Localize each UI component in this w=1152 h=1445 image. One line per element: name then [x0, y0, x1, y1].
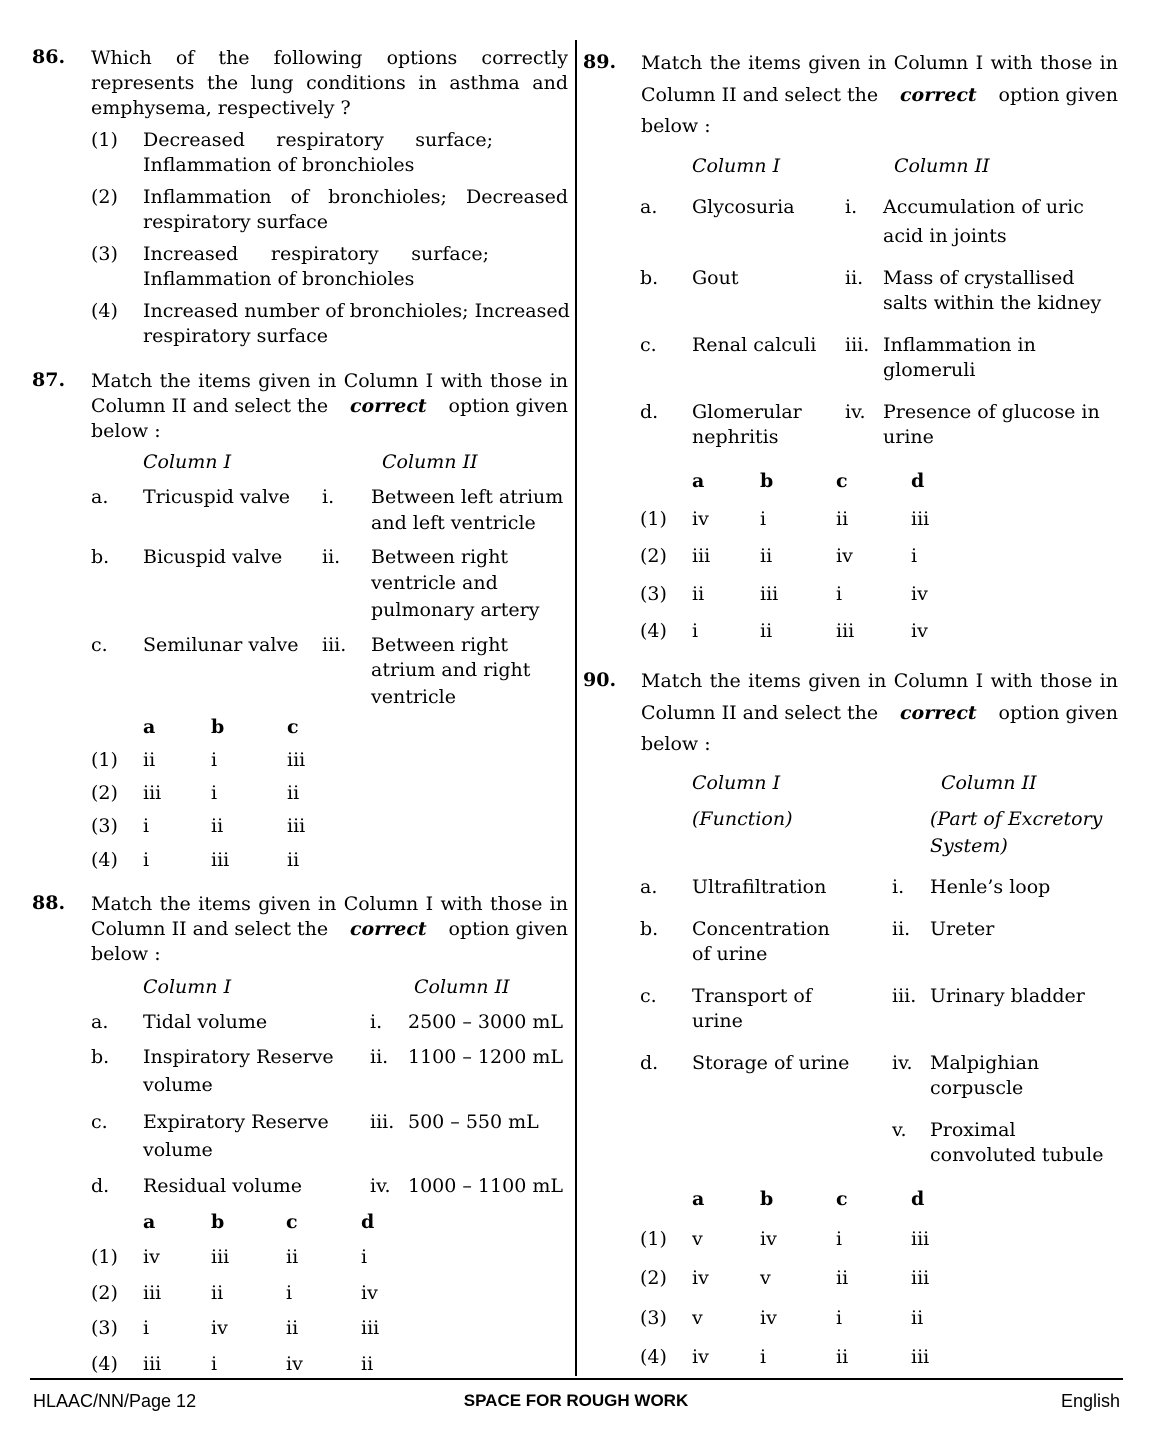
- answer-number: (4): [640, 1346, 667, 1368]
- answer-number: (1): [91, 749, 118, 771]
- row-key: d.: [640, 1052, 659, 1074]
- option-text: Inflammation of bronchioles: [143, 268, 415, 290]
- stem-text: option given: [448, 395, 568, 417]
- stem-emphasis: correct: [899, 702, 977, 724]
- answer-head: b: [211, 1211, 225, 1233]
- row-key: b.: [640, 918, 659, 940]
- stem-emphasis: correct: [349, 918, 427, 940]
- question-stem-line: emphysema, respectively ?: [91, 97, 351, 119]
- option-text: Decreased respiratory surface;: [143, 129, 493, 151]
- answer-head: c: [836, 1188, 848, 1210]
- answer-value: iii: [211, 849, 230, 871]
- row-item: Semilunar valve: [143, 634, 299, 656]
- row-match: glomeruli: [883, 359, 976, 381]
- answer-value: iii: [692, 545, 711, 567]
- row-match: Ureter: [930, 918, 995, 940]
- row-roman: i.: [370, 1011, 383, 1033]
- answer-value: iv: [211, 1317, 228, 1339]
- row-roman: iii.: [892, 985, 917, 1007]
- question-stem-line: Match the items given in Column I with those in: [91, 893, 568, 915]
- option-text: Inflammation of bronchioles; Decreased: [143, 186, 568, 208]
- answer-number: (2): [91, 1282, 118, 1304]
- answer-value: ii: [143, 749, 156, 771]
- row-item: Tricuspid valve: [143, 486, 291, 508]
- answer-value: iii: [143, 782, 162, 804]
- answer-value: iv: [361, 1282, 378, 1304]
- row-roman: iv.: [370, 1175, 391, 1197]
- stem-text: Column II and select the: [91, 395, 329, 417]
- option-text: Increased respiratory surface;: [143, 243, 489, 265]
- answer-value: i: [211, 1353, 218, 1375]
- row-roman: ii.: [322, 546, 341, 568]
- column-heading: Column II: [894, 155, 990, 177]
- answer-value: ii: [836, 508, 849, 530]
- answer-value: v: [760, 1267, 771, 1289]
- row-item: nephritis: [692, 426, 779, 448]
- row-match: Proximal: [930, 1119, 1016, 1141]
- answer-head: a: [692, 470, 705, 492]
- row-item: Concentration: [692, 918, 830, 940]
- stem-text: Column II and select the: [641, 702, 879, 724]
- question-stem-line: below :: [641, 733, 711, 755]
- option-text: Inflammation of bronchioles: [143, 154, 415, 176]
- row-match: Between right: [371, 546, 509, 568]
- answer-head: d: [911, 470, 925, 492]
- answer-number: (2): [640, 1267, 667, 1289]
- row-key: c.: [91, 634, 108, 656]
- column-heading: Column I: [692, 772, 781, 794]
- row-match: 2500 – 3000 mL: [408, 1011, 563, 1033]
- stem-emphasis: correct: [899, 84, 977, 106]
- row-key: a.: [640, 876, 658, 898]
- row-roman: iv.: [845, 401, 866, 423]
- row-match: Henle’s loop: [930, 876, 1051, 898]
- column-heading: Column II: [382, 451, 478, 473]
- answer-head: c: [286, 1211, 298, 1233]
- answer-value: iii: [760, 583, 779, 605]
- option-text: respiratory surface: [143, 325, 328, 347]
- row-key: a.: [640, 196, 658, 218]
- answer-value: ii: [911, 1307, 924, 1329]
- answer-value: iii: [143, 1282, 162, 1304]
- stem-emphasis: correct: [349, 395, 427, 417]
- answer-value: iv: [911, 583, 928, 605]
- row-key: c.: [640, 334, 657, 356]
- column-heading: Column II: [414, 976, 510, 998]
- row-item: Bicuspid valve: [143, 546, 283, 568]
- answer-value: iv: [692, 1267, 709, 1289]
- answer-value: iv: [143, 1246, 160, 1268]
- answer-value: v: [692, 1228, 703, 1250]
- row-item: Residual volume: [143, 1175, 302, 1197]
- option-number: (2): [91, 186, 118, 208]
- row-item: Glomerular: [692, 401, 802, 423]
- row-key: a.: [91, 486, 109, 508]
- row-match: atrium and right: [371, 659, 531, 681]
- answer-value: iii: [143, 1353, 162, 1375]
- row-match: Presence of glucose in: [883, 401, 1100, 423]
- row-match: Urinary bladder: [930, 985, 1085, 1007]
- column-subheading: (Function): [692, 808, 793, 830]
- answer-head: a: [143, 1211, 156, 1233]
- answer-head: a: [692, 1188, 705, 1210]
- answer-value: iv: [692, 1346, 709, 1368]
- option-number: (1): [91, 129, 118, 151]
- option-number: (4): [91, 300, 118, 322]
- answer-value: i: [143, 1317, 150, 1339]
- row-roman: iii.: [322, 634, 347, 656]
- row-match: 1100 – 1200 mL: [408, 1046, 563, 1068]
- answer-value: i: [836, 583, 843, 605]
- answer-head: d: [361, 1211, 375, 1233]
- row-key: c.: [640, 985, 657, 1007]
- answer-value: iii: [211, 1246, 230, 1268]
- answer-head: b: [760, 1188, 774, 1210]
- answer-head: c: [287, 716, 299, 738]
- row-item: Inspiratory Reserve: [143, 1046, 334, 1068]
- row-roman: i.: [322, 486, 335, 508]
- answer-value: iv: [760, 1228, 777, 1250]
- question-number: 90.: [583, 669, 617, 691]
- answer-value: ii: [287, 782, 300, 804]
- row-key: d.: [91, 1175, 110, 1197]
- answer-value: ii: [760, 620, 773, 642]
- row-item: Expiratory Reserve: [143, 1111, 329, 1133]
- column-subheading: (Part of Excretory: [930, 808, 1103, 830]
- row-key: b.: [91, 546, 110, 568]
- answer-number: (3): [640, 583, 667, 605]
- answer-number: (1): [640, 508, 667, 530]
- answer-value: i: [143, 849, 150, 871]
- row-match: Mass of crystallised: [883, 267, 1075, 289]
- answer-value: ii: [211, 1282, 224, 1304]
- answer-value: ii: [836, 1267, 849, 1289]
- stem-text: option given: [998, 702, 1118, 724]
- row-match: Between left atrium: [371, 486, 564, 508]
- row-item: Renal calculi: [692, 334, 817, 356]
- answer-value: ii: [286, 1317, 299, 1339]
- row-roman: v.: [892, 1119, 907, 1141]
- answer-value: iii: [287, 815, 306, 837]
- question-number: 87.: [32, 369, 66, 391]
- row-match: acid in joints: [883, 225, 1007, 247]
- answer-head: d: [911, 1188, 925, 1210]
- answer-value: iii: [911, 1267, 930, 1289]
- answer-number: (4): [91, 1353, 118, 1375]
- footer-rule: [30, 1378, 1123, 1380]
- row-match: ventricle and: [371, 572, 498, 594]
- question-stem-line: [91, 394, 568, 419]
- question-stem-line: [641, 701, 1118, 726]
- row-roman: iii.: [845, 334, 870, 356]
- answer-value: v: [692, 1307, 703, 1329]
- row-match: 500 – 550 mL: [408, 1111, 539, 1133]
- answer-number: (1): [91, 1246, 118, 1268]
- column-heading: Column I: [692, 155, 781, 177]
- question-stem-line: Match the items given in Column I with those in: [641, 670, 1118, 692]
- answer-value: iv: [911, 620, 928, 642]
- answer-value: iv: [836, 545, 853, 567]
- question-stem-line: Match the items given in Column I with those in: [91, 370, 568, 392]
- row-item: Storage of urine: [692, 1052, 850, 1074]
- answer-value: ii: [286, 1246, 299, 1268]
- footer-page-code: HLAAC/NN/Page 12: [33, 1391, 197, 1411]
- footer-language: English: [1060, 1391, 1120, 1411]
- answer-value: ii: [760, 545, 773, 567]
- answer-value: ii: [692, 583, 705, 605]
- answer-head: a: [143, 716, 156, 738]
- column-divider: [575, 40, 577, 1376]
- question-stem-line: represents the lung conditions in asthma and: [91, 72, 568, 94]
- column-subheading: System): [930, 835, 1008, 857]
- question-number: 89.: [583, 51, 617, 73]
- column-heading: Column I: [143, 976, 232, 998]
- stem-text: option given: [448, 918, 568, 940]
- row-match: urine: [883, 426, 934, 448]
- answer-number: (4): [640, 620, 667, 642]
- row-item: Gout: [692, 267, 739, 289]
- answer-head: c: [836, 470, 848, 492]
- stem-text: option given: [998, 84, 1118, 106]
- row-key: d.: [640, 401, 659, 423]
- answer-value: iv: [286, 1353, 303, 1375]
- row-roman: iv.: [892, 1052, 913, 1074]
- row-key: b.: [640, 267, 659, 289]
- answer-value: iii: [911, 1346, 930, 1368]
- answer-value: i: [911, 545, 918, 567]
- row-match: and left ventricle: [371, 512, 536, 534]
- answer-number: (2): [640, 545, 667, 567]
- row-item: of urine: [692, 943, 768, 965]
- row-item: Ultrafiltration: [692, 876, 827, 898]
- row-roman: iii.: [370, 1111, 395, 1133]
- answer-value: i: [692, 620, 699, 642]
- answer-number: (3): [91, 815, 118, 837]
- answer-value: i: [836, 1228, 843, 1250]
- column-heading: Column I: [143, 451, 232, 473]
- answer-value: iii: [911, 1228, 930, 1250]
- row-match: ventricle: [371, 686, 456, 708]
- row-match: Malpighian: [930, 1052, 1040, 1074]
- row-match: Accumulation of uric: [883, 196, 1084, 218]
- row-item: volume: [143, 1074, 213, 1096]
- column-heading: Column II: [941, 772, 1037, 794]
- answer-value: i: [760, 508, 767, 530]
- row-key: a.: [91, 1011, 109, 1033]
- answer-value: i: [143, 815, 150, 837]
- answer-head: b: [211, 716, 225, 738]
- row-key: b.: [91, 1046, 110, 1068]
- answer-number: (3): [91, 1317, 118, 1339]
- answer-value: ii: [211, 815, 224, 837]
- row-roman: ii.: [845, 267, 864, 289]
- answer-value: i: [760, 1346, 767, 1368]
- option-text: respiratory surface: [143, 211, 328, 233]
- answer-value: i: [286, 1282, 293, 1304]
- question-number: 88.: [32, 892, 66, 914]
- answer-value: iii: [836, 620, 855, 642]
- answer-value: i: [211, 749, 218, 771]
- row-key: c.: [91, 1111, 108, 1133]
- answer-value: ii: [287, 849, 300, 871]
- option-text: Increased number of bronchioles; Increased: [143, 300, 570, 322]
- option-number: (3): [91, 243, 118, 265]
- answer-number: (4): [91, 849, 118, 871]
- question-stem-line: [91, 917, 568, 942]
- answer-value: iv: [760, 1307, 777, 1329]
- answer-head: b: [760, 470, 774, 492]
- answer-value: i: [361, 1246, 368, 1268]
- row-match: salts within the kidney: [883, 292, 1102, 314]
- row-item: volume: [143, 1139, 213, 1161]
- answer-value: ii: [836, 1346, 849, 1368]
- question-stem-line: below :: [641, 115, 711, 137]
- answer-value: i: [836, 1307, 843, 1329]
- answer-value: ii: [361, 1353, 374, 1375]
- question-stem-line: Match the items given in Column I with those in: [641, 52, 1118, 74]
- answer-number: (3): [640, 1307, 667, 1329]
- row-match: Inflammation in: [883, 334, 1036, 356]
- row-match: convoluted tubule: [930, 1144, 1104, 1166]
- row-match: Between right: [371, 634, 509, 656]
- row-roman: ii.: [892, 918, 911, 940]
- row-roman: i.: [892, 876, 905, 898]
- answer-value: iii: [287, 749, 306, 771]
- row-item: Glycosuria: [692, 196, 795, 218]
- row-roman: ii.: [370, 1046, 389, 1068]
- answer-number: (2): [91, 782, 118, 804]
- row-item: Transport of: [692, 985, 812, 1007]
- answer-number: (1): [640, 1228, 667, 1250]
- row-item: urine: [692, 1010, 743, 1032]
- row-match: corpuscle: [930, 1077, 1024, 1099]
- row-item: Tidal volume: [143, 1011, 268, 1033]
- row-roman: i.: [845, 196, 858, 218]
- question-stem-line: Which of the following options correctly: [91, 47, 568, 69]
- stem-text: Column II and select the: [91, 918, 329, 940]
- question-stem-line: below :: [91, 943, 161, 965]
- question-stem-line: [641, 83, 1118, 108]
- question-stem-line: below :: [91, 420, 161, 442]
- answer-value: iv: [692, 508, 709, 530]
- question-number: 86.: [32, 46, 66, 68]
- row-match: pulmonary artery: [371, 599, 540, 621]
- answer-value: i: [211, 782, 218, 804]
- answer-value: iii: [911, 508, 930, 530]
- footer-rough-work: SPACE FOR ROUGH WORK: [463, 1391, 689, 1410]
- answer-value: iii: [361, 1317, 380, 1339]
- row-match: 1000 – 1100 mL: [408, 1175, 563, 1197]
- stem-text: Column II and select the: [641, 84, 879, 106]
